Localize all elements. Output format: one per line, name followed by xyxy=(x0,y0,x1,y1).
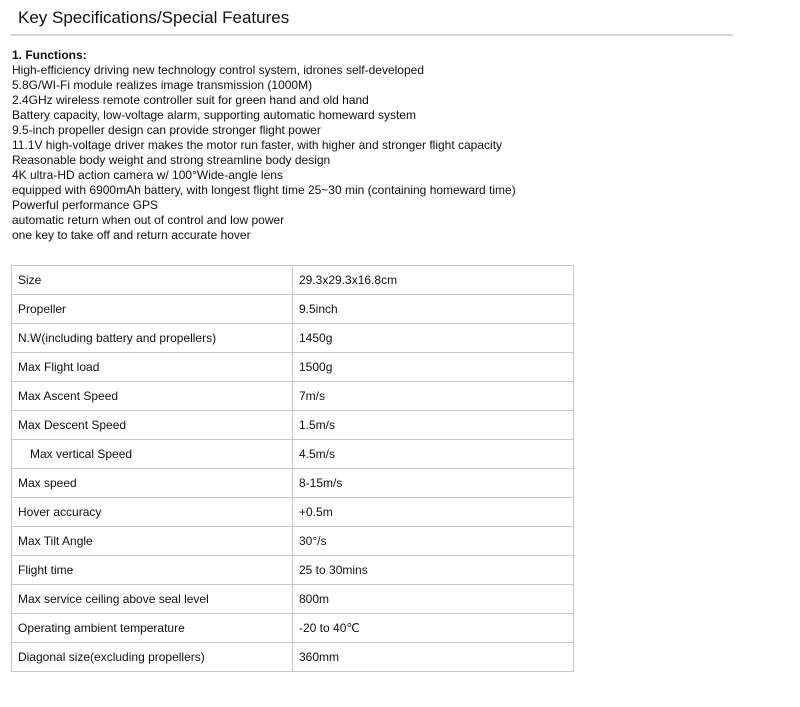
table-row xyxy=(12,643,574,672)
table-row xyxy=(12,382,574,411)
spec-label: Max Descent Speed xyxy=(12,411,293,440)
spec-label: Flight time xyxy=(12,556,293,585)
table-row xyxy=(12,440,574,469)
spec-label: Hover accuracy xyxy=(12,498,293,527)
spec-value: 4.5m/s xyxy=(293,440,574,469)
table-row xyxy=(12,266,574,295)
spec-value: 8-15m/s xyxy=(293,469,574,498)
table-row xyxy=(12,556,574,585)
spec-value: 1500g xyxy=(293,353,574,382)
page-header xyxy=(10,0,733,36)
feature-list xyxy=(12,63,732,243)
spec-label: N.W(including battery and propellers) xyxy=(12,324,293,353)
spec-value: -20 to 40℃ xyxy=(293,614,574,643)
spec-label: Max Flight load xyxy=(12,353,293,382)
spec-label: Diagonal size(excluding propellers) xyxy=(12,643,293,672)
table-row xyxy=(12,498,574,527)
spec-value: 25 to 30mins xyxy=(293,556,574,585)
feature-item: 5.8G/WI-Fi module realizes image transmission (1000M) xyxy=(12,78,313,92)
functions-heading: 1. Functions: xyxy=(12,48,87,62)
feature-item: equipped with 6900mAh battery, with longest flight time 25~30 min (containing homeward time) xyxy=(12,183,516,197)
feature-item: 4K ultra-HD action camera w/ 100°Wide-angle lens xyxy=(12,168,283,182)
table-row xyxy=(12,469,574,498)
feature-item: Reasonable body weight and strong streamline body design xyxy=(12,153,331,167)
table-row xyxy=(12,411,574,440)
spec-value: 1450g xyxy=(293,324,574,353)
feature-item: 9.5-inch propeller design can provide stronger flight power xyxy=(12,123,321,137)
table-row xyxy=(12,527,574,556)
spec-value: 7m/s xyxy=(293,382,574,411)
spec-value: +0.5m xyxy=(293,498,574,527)
spec-value: 800m xyxy=(293,585,574,614)
spec-table xyxy=(11,265,574,672)
spec-value: 9.5inch xyxy=(293,295,574,324)
feature-item: High-efficiency driving new technology control system, idrones self-developed xyxy=(12,63,424,77)
table-row xyxy=(12,324,574,353)
table-row xyxy=(12,614,574,643)
feature-item: one key to take off and return accurate hover xyxy=(12,228,251,242)
spec-label: Max service ceiling above seal level xyxy=(12,585,293,614)
spec-label: Max Ascent Speed xyxy=(12,382,293,411)
feature-item: 2.4GHz wireless remote controller suit for green hand and old hand xyxy=(12,93,369,107)
spec-value: 30°/s xyxy=(293,527,574,556)
table-row xyxy=(12,295,574,324)
spec-label: Max vertical Speed xyxy=(12,440,293,469)
page-title: Key Specifications/Special Features xyxy=(18,8,290,27)
spec-label: Operating ambient temperature xyxy=(12,614,293,643)
functions-section xyxy=(12,48,732,243)
spec-label: Propeller xyxy=(12,295,293,324)
feature-item: automatic return when out of control and low power xyxy=(12,213,285,227)
spec-value: 29.3x29.3x16.8cm xyxy=(293,266,574,295)
table-row xyxy=(12,585,574,614)
spec-label: Max speed xyxy=(12,469,293,498)
spec-value: 360mm xyxy=(293,643,574,672)
spec-label: Size xyxy=(12,266,293,295)
spec-value: 1.5m/s xyxy=(293,411,574,440)
feature-item: Battery capacity, low-voltage alarm, supporting automatic homeward system xyxy=(12,108,416,122)
spec-label: Max Tilt Angle xyxy=(12,527,293,556)
feature-item: 11.1V high-voltage driver makes the motor run faster, with higher and stronger flight capacity xyxy=(12,138,503,152)
feature-item: Powerful performance GPS xyxy=(12,198,159,212)
table-row xyxy=(12,353,574,382)
